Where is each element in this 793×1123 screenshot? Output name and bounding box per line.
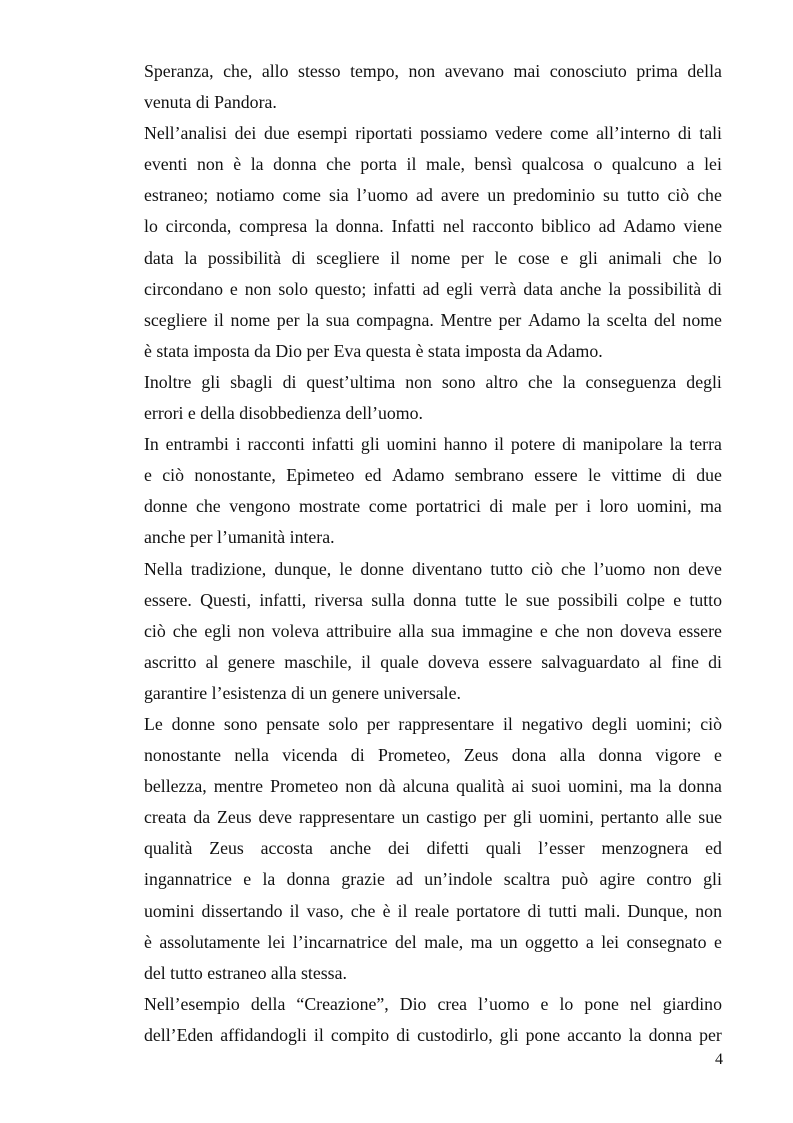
text-line: Nell’esempio della “Creazione”, Dio crea l’uomo e lo pone nel giardino [144,993,722,1014]
text-line: nonostante nella vicenda di Prometeo, Zeus dona alla donna vigore e [144,745,722,766]
body-text [144,56,722,1051]
text-line: scegliere il nome per la sua compagna. Mentre per Adamo la scelta del nome [144,309,722,330]
text-line: dell’Eden affidandogli il compito di custodirlo, gli pone accanto la donna per [144,1024,722,1045]
text-line: uomini dissertando il vaso, che è il reale portatore di tutti mali. Dunque, non [144,900,722,921]
text-line: anche per l’umanità intera. [144,527,335,548]
text-line: lo circonda, compresa la donna. Infatti nel racconto biblico ad Adamo viene [144,216,722,237]
text-line: garantire l’esistenza di un genere universale. [144,682,461,703]
text-line: donne che vengono mostrate come portatrici di male per i loro uomini, ma [144,496,722,517]
text-line: data la possibilità di scegliere il nome per le cose e gli animali che lo [144,247,722,268]
text-line: qualità Zeus accosta anche dei difetti quali l’esser menzognera ed [144,838,722,859]
text-line: Nell’analisi dei due esempi riportati possiamo vedere come all’interno di tali [144,123,722,144]
text-line: ingannatrice e la donna grazie ad un’indole scaltra può agire contro gli [144,869,722,890]
text-line: e ciò nonostante, Epimeteo ed Adamo sembrano essere le vittime di due [144,465,722,486]
text-line: ciò che egli non voleva attribuire alla sua immagine e che non doveva essere [144,620,722,641]
text-line: eventi non è la donna che porta il male, bensì qualcosa o qualcuno a lei [144,154,722,175]
text-line: Nella tradizione, dunque, le donne diventano tutto ciò che l’uomo non deve [144,558,722,579]
text-line: Speranza, che, allo stesso tempo, non avevano mai conosciuto prima della [144,61,722,81]
text-line: creata da Zeus deve rappresentare un castigo per gli uomini, pertanto alle sue [144,807,722,828]
text-line: In entrambi i racconti infatti gli uomini hanno il potere di manipolare la terra [144,434,722,455]
text-line: è assolutamente lei l’incarnatrice del male, ma un oggetto a lei consegnato e [144,931,722,952]
text-line: bellezza, mentre Prometeo non dà alcuna qualità ai suoi uomini, ma la donna [144,776,722,797]
text-line: estraneo; notiamo come sia l’uomo ad avere un predominio su tutto ciò che [144,185,722,206]
text-line: Le donne sono pensate solo per rappresentare il negativo degli uomini; ciò [144,713,722,734]
text-line: del tutto estraneo alla stessa. [144,962,347,983]
text-line: ascritto al genere maschile, il quale doveva essere salvaguardato al fine di [144,651,722,672]
text-line: Inoltre gli sbagli di quest’ultima non sono altro che la conseguenza degli [144,371,722,392]
text-line: è stata imposta da Dio per Eva questa è stata imposta da Adamo. [144,340,603,361]
page-number: 4 [715,1051,723,1068]
text-line: essere. Questi, infatti, riversa sulla donna tutte le sue possibili colpe e tutto [144,589,722,610]
text-line: venuta di Pandora. [144,92,277,113]
document-page [144,56,722,1056]
text-line: circondano e non solo questo; infatti ad egli verrà data anche la possibilità di [144,278,722,299]
text-line: errori e della disobbedienza dell’uomo. [144,403,423,424]
